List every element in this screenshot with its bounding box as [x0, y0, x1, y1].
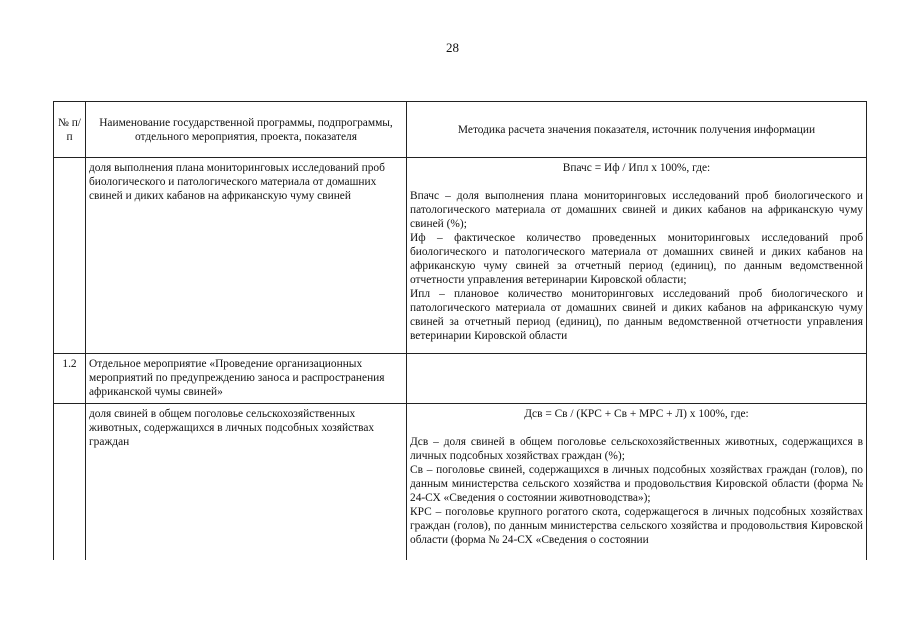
method-paragraph: Дсв – доля свиней в общем поголовье сельскохозяйственных животных, содержащихся в личных подсобных хозяйствах граждан (%);: [410, 436, 863, 462]
table-row: [54, 158, 867, 354]
row-method: [407, 404, 867, 560]
formula: Впачс = Иф / Ипл x 100%, где:: [562, 162, 711, 174]
method-paragraph: Иф – фактическое количество проведенных мониторинговых исследований проб биологического и патологического материала от домашних свиней и диких кабанов на африканскую чуму свиней за отчетный период (единиц), по данным ведомственной отчетности управления ветеринарии Кировской области;: [410, 232, 863, 286]
header-method: Методика расчета значения показателя, источник получения информации: [407, 102, 867, 158]
row-num: [54, 158, 86, 354]
formula: Дсв = Св / (КРС + Св + МРС + Л) x 100%, где:: [524, 408, 749, 420]
row-name: доля свиней в общем поголовье сельскохозяйственных животных, содержащихся в личных подсобных хозяйствах граждан: [86, 404, 407, 560]
header-num: № п/п: [54, 102, 86, 158]
table-header-row: [54, 102, 867, 158]
row-num: 1.2: [54, 354, 86, 404]
header-name: Наименование государственной программы, подпрограммы, отдельного мероприятия, проекта, показателя: [86, 102, 407, 158]
row-num: [54, 404, 86, 560]
row-name: доля выполнения плана мониторинговых исследований проб биологического и патологического материала от домашних свиней и диких кабанов на африканскую чуму свиней: [86, 158, 407, 354]
method-paragraph: Ипл – плановое количество мониторинговых исследований проб биологического и патологического материала от домашних свиней и диких кабанов на африканскую чуму свиней за отчетный период (единиц), по данным ведомственной отчетности управления ветеринарии Кировской области: [410, 288, 863, 342]
method-paragraph: Впачс – доля выполнения плана мониторинговых исследований проб биологического и патологического материала от домашних свиней и диких кабанов на африканскую чуму свиней (%);: [410, 190, 863, 230]
row-method: [407, 354, 867, 404]
row-method: [407, 158, 867, 354]
page-number: 28: [446, 40, 459, 55]
row-name: Отдельное мероприятие «Проведение организационных мероприятий по предупреждению заноса и распространения африканской чумы свиней»: [86, 354, 407, 404]
table-row: [54, 354, 867, 404]
table-row: [54, 404, 867, 560]
indicator-table: [53, 101, 867, 560]
method-paragraph: Св – поголовье свиней, содержащихся в личных подсобных хозяйствах граждан (голов), по данным министерства сельского хозяйства и продовольствия Кировской области (форма № 24-СХ «Сведения о состоянии животноводства»);: [410, 464, 863, 504]
method-paragraph: КРС – поголовье крупного рогатого скота, содержащегося в личных подсобных хозяйствах граждан (голов), по данным министерства сельского хозяйства и продовольствия Кировской области (форма № 24-СХ «Сведения о состоянии: [410, 506, 863, 546]
